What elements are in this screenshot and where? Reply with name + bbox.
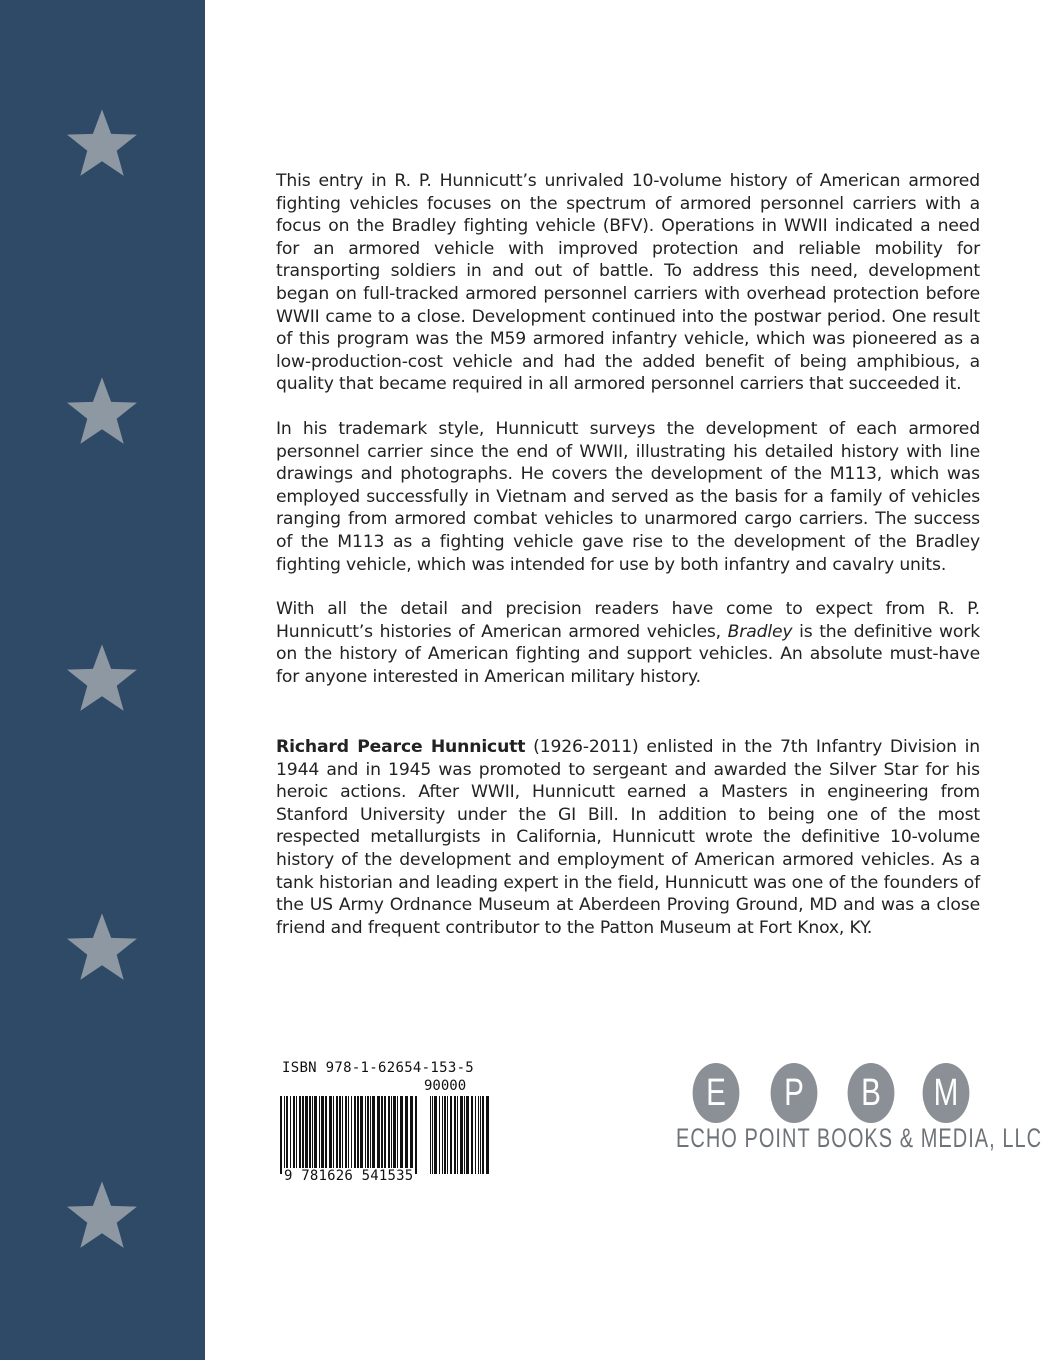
logo-letter-b: B xyxy=(848,1063,895,1123)
publisher-logo xyxy=(676,1060,1043,1160)
isbn-label: ISBN 978-1-62654-153-5 xyxy=(282,1060,475,1076)
logo-letter-p: P xyxy=(771,1063,818,1123)
star-icon xyxy=(67,108,137,178)
logo-letter-e: E xyxy=(693,1063,740,1123)
book-title: Bradley xyxy=(727,621,793,642)
book-description xyxy=(276,170,980,710)
isbn-barcode xyxy=(276,1060,496,1190)
description-text: With all the detail and precision readers have come to expect from R. P. Hunnicutt’s histories of American armored vehicles, xyxy=(276,599,980,642)
price-code: 90000 xyxy=(424,1078,467,1094)
author-bio xyxy=(276,736,980,961)
description-paragraph-3 xyxy=(276,598,980,688)
star-icon xyxy=(67,643,137,713)
description-paragraph-2: In his trademark style, Hunnicutt surveys the development of each armored personnel carrier since the end of WWII, illustrating his detailed history with line drawings and photographs. He covers the development of the M113, which was employed successfully in Vietnam and served as the basis for a family of vehicles ranging from armored combat vehicles to unarmored cargo carriers. The success of the M113 as a fighting vehicle gave rise to the development of the Bradley fighting vehicle, which was intended for use by both infantry and cavalry units. xyxy=(276,418,980,575)
barcode-bars-icon xyxy=(280,1096,492,1174)
barcode-digits: 9 781626 541535 xyxy=(284,1168,414,1184)
description-text: is the definitive work on the history of American fighting and support vehicles. An absolute must-have for anyone interested in American military history. xyxy=(276,621,980,687)
star-icon xyxy=(67,376,137,446)
author-bio-text: (1926-2011) enlisted in the 7th Infantry Division in 1944 and in 1945 was promoted to sergeant and awarded the Silver Star for his heroic actions. After WWII, Hunnicutt earned a Masters in engineering from Stanford University under the GI Bill. In addition to being one of the most respected metallurgists in California, Hunnicutt wrote the definitive 10-volume history of the development and employment of American armored vehicles. As a tank historian and leading expert in the field, Hunnicutt was one of the founders of the US Army Ordnance Museum at Aberdeen Proving Ground, MD and was a close friend and frequent contributor to the Patton Museum at Fort Knox, KY. xyxy=(276,737,981,938)
author-bio-paragraph xyxy=(276,736,980,939)
logo-letter-m: M xyxy=(923,1063,970,1123)
star-icon xyxy=(67,1180,137,1250)
star-icon xyxy=(67,912,137,982)
author-name: Richard Pearce Hunnicutt xyxy=(276,737,526,757)
publisher-name: ECHO POINT BOOKS & MEDIA, LLC xyxy=(676,1123,1043,1153)
description-paragraph-1: This entry in R. P. Hunnicutt’s unrivaled 10-volume history of American armored fighting vehicles focuses on the spectrum of armored personnel carriers with a focus on the Bradley fighting vehicle (BFV). Operations in WWII indicated a need for an armored vehicle with improved protection and reliable mobility for transporting soldiers in and out of battle. To address this need, development began on full-tracked armored personnel carriers with overhead protection before WWII came to a close. Development continued into the postwar period. One result of this program was the M59 armored infantry vehicle, which was pioneered as a low-production-cost vehicle and had the added benefit of being amphibious, a quality that became required in all armored personnel carriers that succeeded it. xyxy=(276,171,980,395)
cover-sidebar xyxy=(0,0,205,1360)
